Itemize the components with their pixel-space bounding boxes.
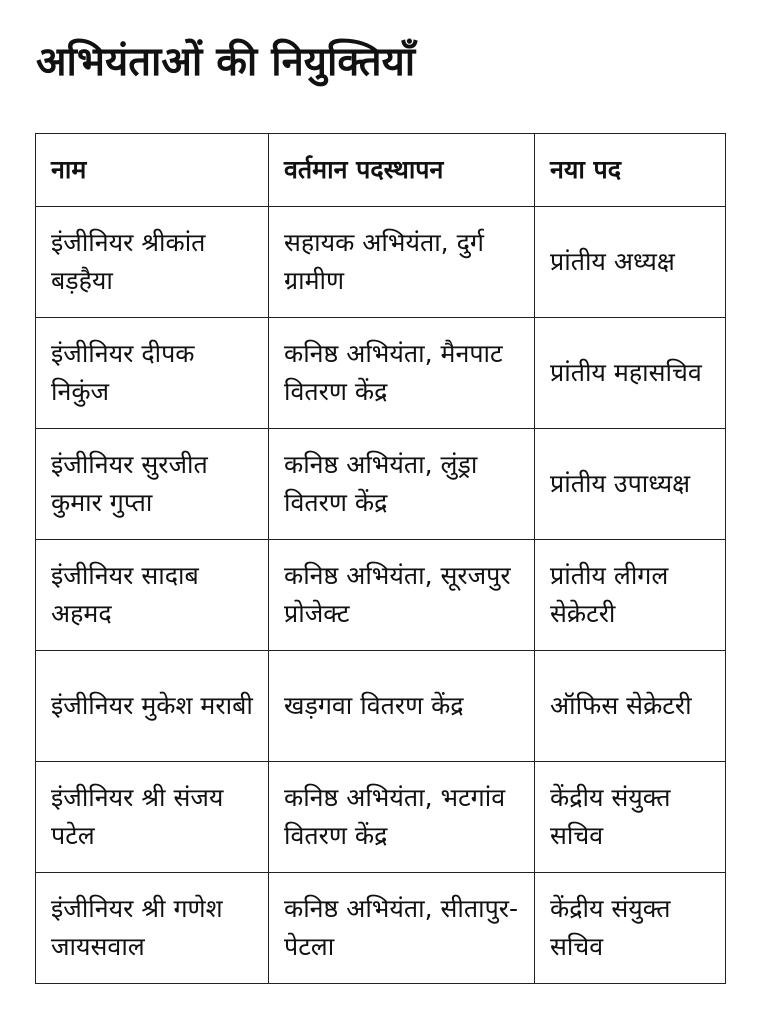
table-row [36,207,726,318]
table-row [36,540,726,651]
cell-name: इंजीनियर श्री संजय पटेल [36,762,269,873]
cell-current-posting: कनिष्ठ अभियंता, सूरजपुर प्रोजेक्ट [269,540,535,651]
cell-current-posting: कनिष्ठ अभियंता, लुंड्रा वितरण केंद्र [269,429,535,540]
cell-new-post: केंद्रीय संयुक्त सचिव [535,873,726,984]
appointments-table [35,133,726,984]
cell-new-post: प्रांतीय उपाध्यक्ष [535,429,726,540]
table-row [36,762,726,873]
cell-name: इंजीनियर श्री गणेश जायसवाल [36,873,269,984]
cell-new-post: प्रांतीय अध्यक्ष [535,207,726,318]
table-row [36,873,726,984]
table-row [36,318,726,429]
header-current-posting: वर्तमान पदस्थापन [269,134,535,207]
table-row [36,651,726,762]
header-new-post: नया पद [535,134,726,207]
cell-current-posting: कनिष्ठ अभियंता, सीतापुर-पेटला [269,873,535,984]
cell-current-posting: कनिष्ठ अभियंता, भटगांव वितरण केंद्र [269,762,535,873]
cell-new-post: प्रांतीय लीगल सेक्रेटरी [535,540,726,651]
table-header-row [36,134,726,207]
cell-new-post: ऑफिस सेक्रेटरी [535,651,726,762]
cell-current-posting: खड़गवा वितरण केंद्र [269,651,535,762]
cell-current-posting: सहायक अभियंता, दुर्ग ग्रामीण [269,207,535,318]
cell-current-posting: कनिष्ठ अभियंता, मैनपाट वितरण केंद्र [269,318,535,429]
header-name: नाम [36,134,269,207]
cell-name: इंजीनियर दीपक निकुंज [36,318,269,429]
cell-new-post: केंद्रीय संयुक्त सचिव [535,762,726,873]
cell-name: इंजीनियर मुकेश मराबी [36,651,269,762]
cell-new-post: प्रांतीय महासचिव [535,318,726,429]
page-title: अभियंताओं की नियुक्तियाँ [36,39,416,85]
table-row [36,429,726,540]
cell-name: इंजीनियर सुरजीत कुमार गुप्ता [36,429,269,540]
cell-name: इंजीनियर सादाब अहमद [36,540,269,651]
cell-name: इंजीनियर श्रीकांत बड़हैया [36,207,269,318]
